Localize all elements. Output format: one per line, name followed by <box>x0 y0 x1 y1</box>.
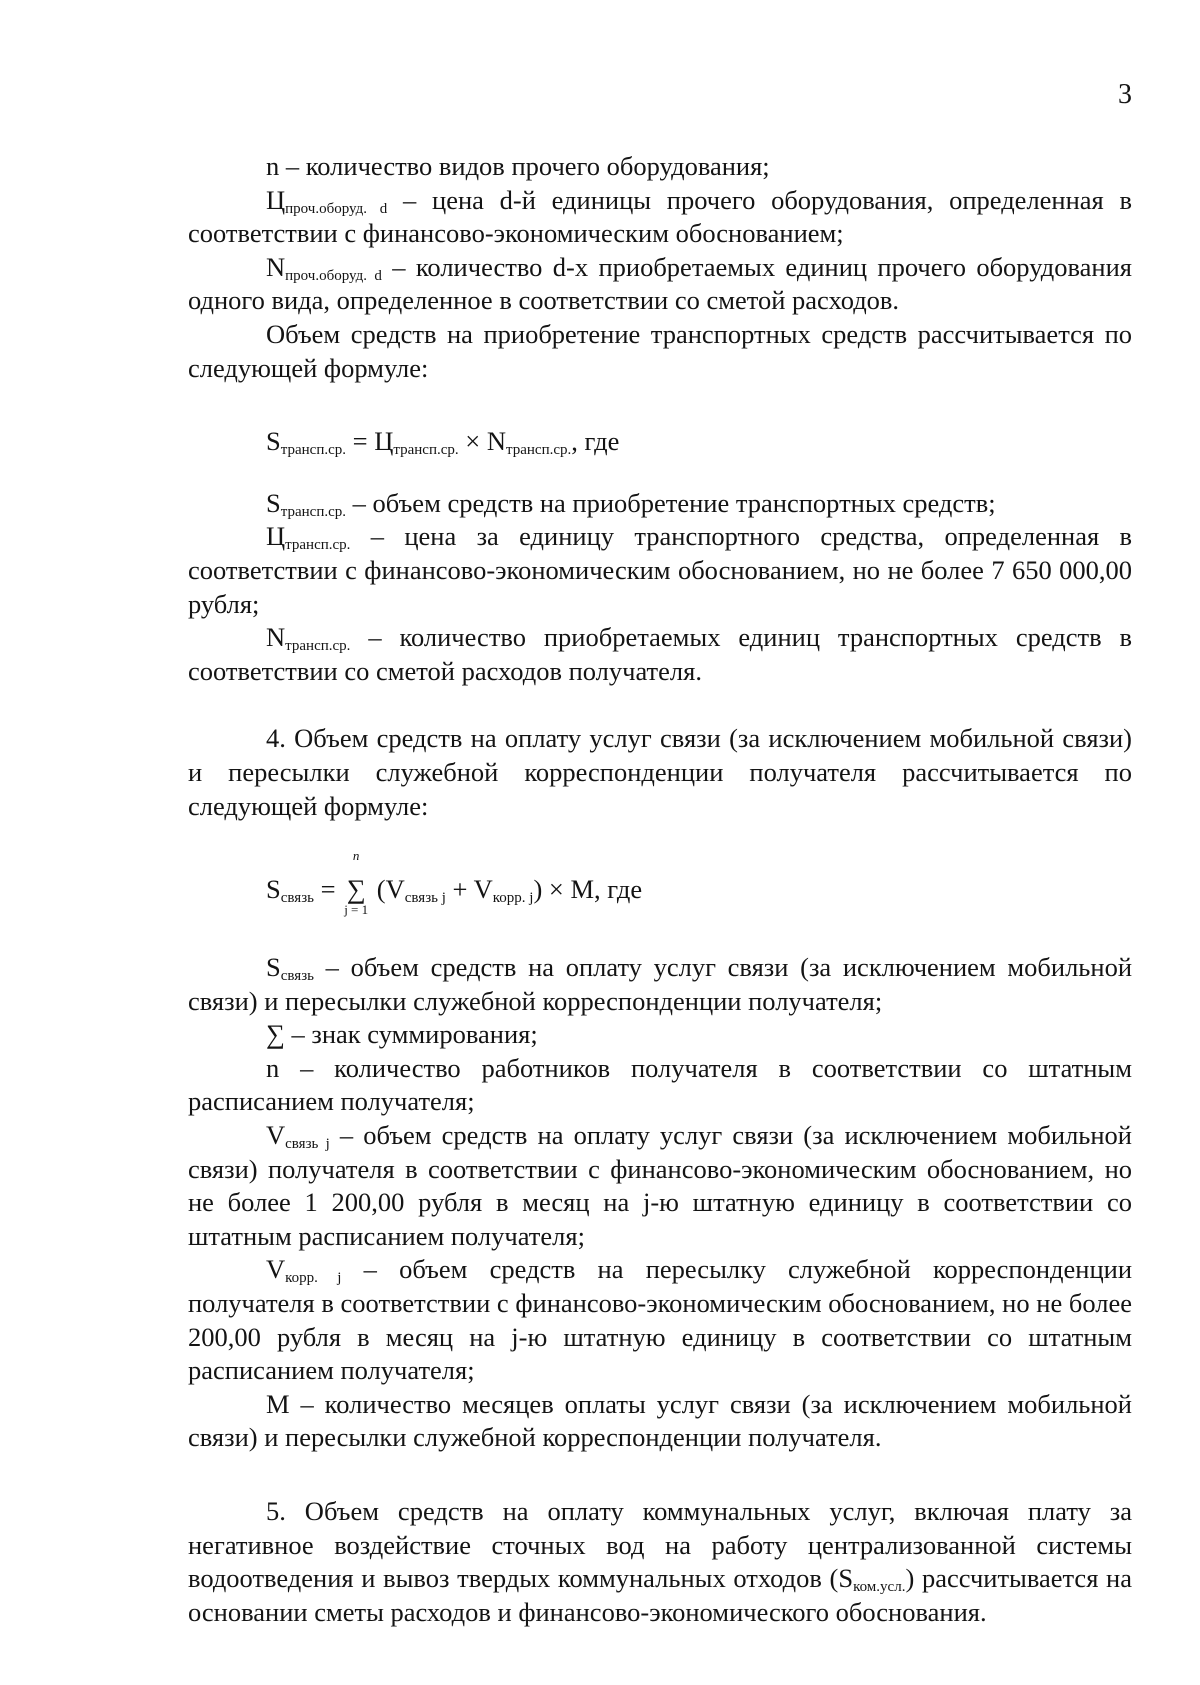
definition-text: – объем средств на пересылку служебной корреспонденции получателя в соответствии с финансово-экономическим обоснованием, но не более 200,00 рубля в месяц на j-ю штатную единицу в соответствии со штатным расписанием получателя; <box>188 1254 1133 1386</box>
symbol-subscript: ком.усл. <box>853 1579 906 1596</box>
sigma-icon: ∑ n j = 1 <box>342 873 370 907</box>
symbol: N <box>266 251 286 282</box>
paragraph-n-equipment-types: n – количество видов прочего оборудования; <box>266 151 770 181</box>
paragraph-transport-intro: Объем средств на приобретение транспортных средств рассчитывается по следующей формуле: <box>188 318 1132 383</box>
symbol-subscript: трансп.ср. <box>285 638 351 655</box>
formula-communication: $S_{связь}$ = ∑ n j = 1 $(V_{связь j} + V_{корр. j}) \times M$, где <box>266 848 643 918</box>
symbol: Ц <box>266 521 286 552</box>
symbol: V <box>266 1254 286 1285</box>
symbol: Ц <box>266 184 286 215</box>
symbol-subscript: проч.оборуд. d <box>285 200 388 217</box>
paragraph-communication-volume <box>188 951 1132 1018</box>
paragraph-section-5: 5. Объем средств на оплату коммунальных услуг, включая плату за негативное воздействие сточных вод на работу централизованной системы водоотведения и вывоз твердых коммунальных отходов $(S_{ком.усл.})$ рассчитывается на основании сметы расходов и финансово-экономического обоснования. <box>188 1496 1132 1627</box>
sigma-upper-limit: n <box>352 848 360 864</box>
definition-text: – количество d-х приобретаемых единиц прочего оборудования одного вида, определенное в соответствии со сметой расходов. <box>188 251 1132 316</box>
paragraph-price-other-equipment <box>188 184 1132 251</box>
paragraph-months: М – количество месяцев оплаты услуг связи (за исключением мобильной связи) и пересылки служебной корреспонденции получателя. <box>188 1388 1132 1453</box>
paragraph-communication-cost <box>188 1119 1132 1253</box>
paragraph-section-4: 4. Объем средств на оплату услуг связи (за исключением мобильной связи) и пересылки служебной корреспонденции получателя рассчитывается по следующей формуле: <box>188 723 1132 821</box>
symbol: S <box>266 952 281 983</box>
definition-text: – цена d-й единицы прочего оборудования, определенная в соответствии с финансово-экономическим обоснованием; <box>188 184 1132 249</box>
paragraph-transport-quantity <box>188 621 1132 688</box>
symbol: V <box>266 1120 286 1151</box>
definition-text: – объем средств на оплату услуг связи (за исключением мобильной связи) и пересылки служебной корреспонденции получателя; <box>188 952 1132 1016</box>
symbol: S <box>266 487 281 518</box>
page-number: 3 <box>1118 79 1132 110</box>
paragraph-n-employees: n – количество работников получателя в соответствии со штатным расписанием получателя; <box>188 1052 1132 1117</box>
symbol-subscript: трансп.ср. <box>285 537 351 554</box>
sigma-lower-limit: j = 1 <box>344 902 369 918</box>
symbol-subscript: корр. j <box>285 1270 342 1287</box>
symbol: N <box>266 622 286 653</box>
paragraph-sigma-definition: ∑ – знак суммирования; <box>266 1019 538 1050</box>
paragraph-quantity-other-equipment <box>188 251 1132 318</box>
symbol-subscript: связь j <box>285 1136 330 1153</box>
symbol-subscript: проч.оборуд. d <box>285 267 382 284</box>
symbol-subscript: трансп.ср. <box>280 503 347 520</box>
paragraph-correspondence-cost <box>188 1253 1132 1387</box>
symbol: S <box>838 1563 854 1594</box>
definition-text: – объем средств на приобретение транспортных средств; <box>346 487 996 518</box>
definition-text: – цена за единицу транспортного средства, определенная в соответствии с финансово-экономическим обоснованием, но не более 7 650 000,00 рубля; <box>188 521 1132 619</box>
paragraph-transport-price <box>188 520 1132 621</box>
formula-transport: $S_{трансп.ср.} = Ц_{трансп.ср.} \times N_{трансп.ср.}$, где <box>266 426 620 459</box>
symbol-subscript: связь <box>280 968 314 985</box>
definition-text: – объем средств на оплату услуг связи (за исключением мобильной связи) получателя в соответствии с финансово-экономическим обоснованием, но не более 1 200,00 рубля в месяц на j-ю штатную единицу в соответствии со штатным расписанием получателя; <box>188 1120 1132 1251</box>
document-body <box>188 150 1132 1629</box>
paragraph-transport-volume <box>188 487 1132 521</box>
definition-text: – количество приобретаемых единиц транспортных средств в соответствии со сметой расходов получателя. <box>188 622 1132 686</box>
